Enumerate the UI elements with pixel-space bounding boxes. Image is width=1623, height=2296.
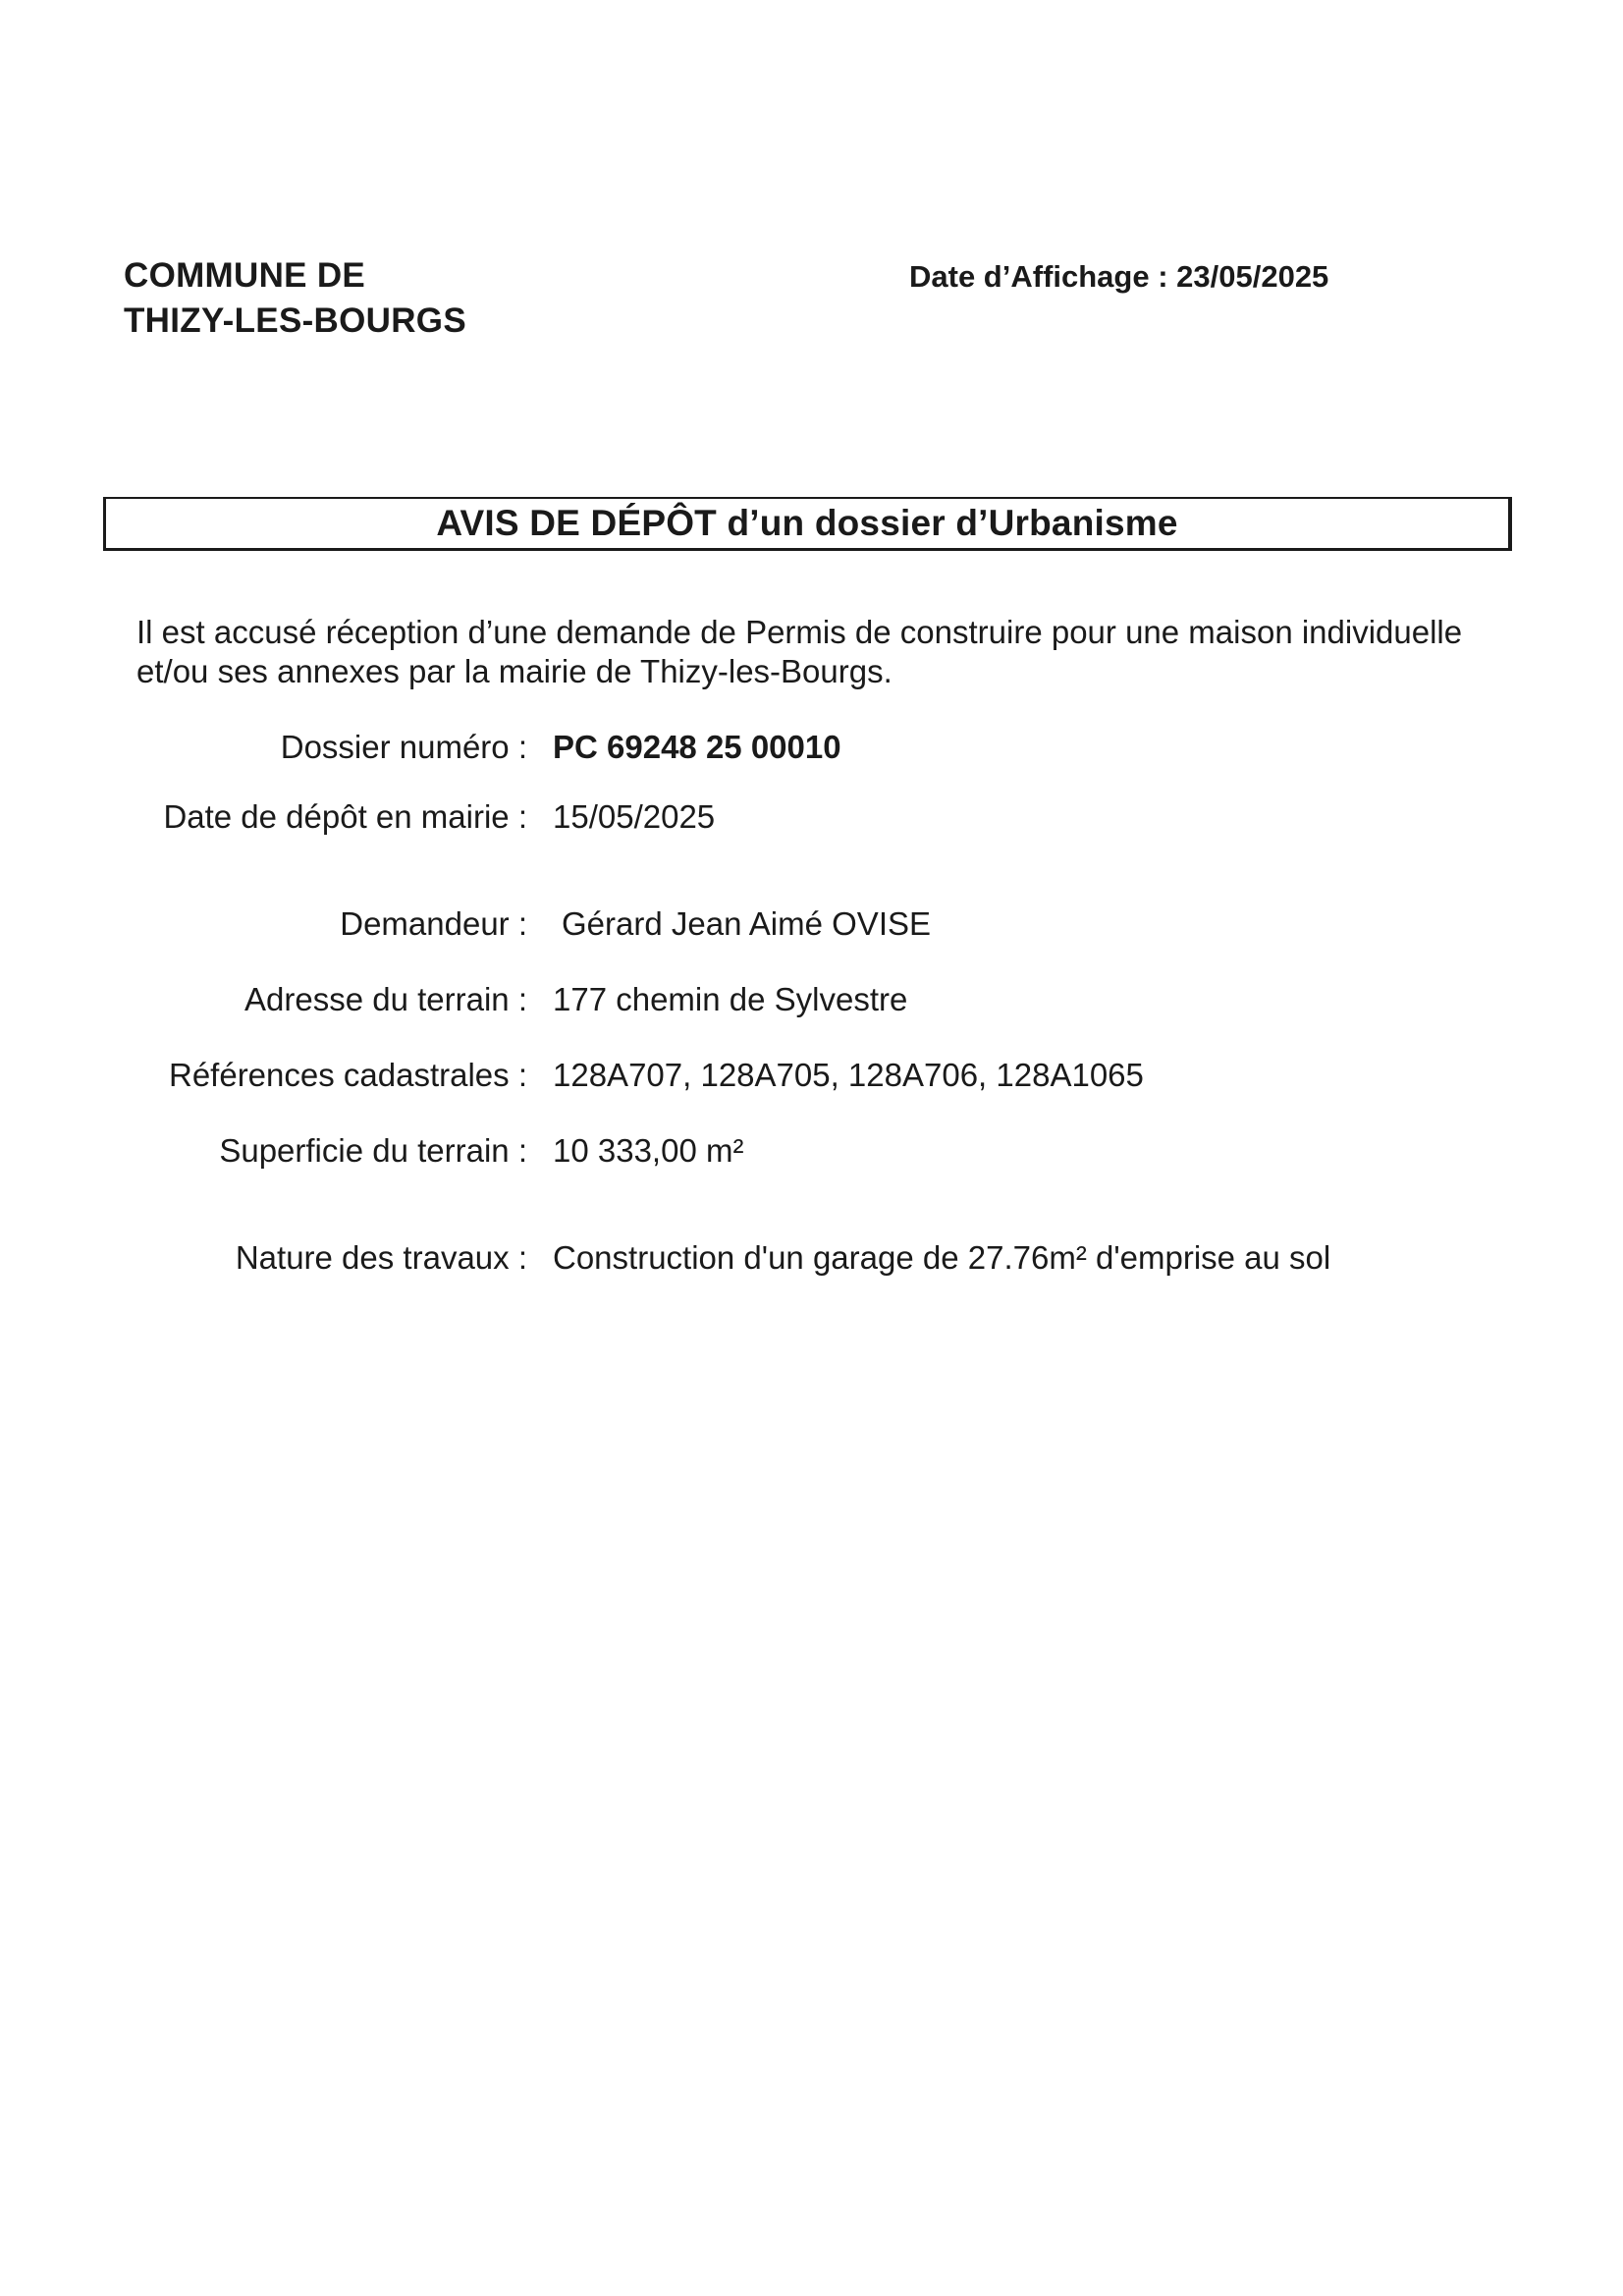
- field-label: Superficie du terrain :: [219, 1132, 527, 1169]
- field-label: Demandeur :: [340, 905, 527, 942]
- field-dossier: [0, 726, 1623, 769]
- field-superficie: [0, 1129, 1623, 1173]
- field-value: 177 chemin de Sylvestre: [553, 981, 908, 1017]
- field-value: 15/05/2025: [553, 798, 716, 835]
- field-label: Nature des travaux :: [235, 1239, 527, 1276]
- field-label: Adresse du terrain :: [244, 981, 527, 1017]
- field-value: 10 333,00 m²: [553, 1132, 744, 1169]
- field-value: PC 69248 25 00010: [553, 729, 841, 765]
- field-demandeur: [0, 902, 1623, 946]
- commune-line-2: THIZY-LES-BOURGS: [124, 301, 466, 340]
- posting-date: Date d’Affichage : 23/05/2025: [909, 259, 1329, 294]
- field-adresse: [0, 978, 1623, 1021]
- field-references: [0, 1054, 1623, 1097]
- intro-paragraph: [136, 613, 1511, 691]
- field-nature: [0, 1236, 1623, 1280]
- field-value: 128A707, 128A705, 128A706, 128A1065: [553, 1057, 1144, 1093]
- field-value: Construction d'un garage de 27.76m² d'emprise au sol: [553, 1239, 1331, 1276]
- intro-line-2: et/ou ses annexes par la mairie de Thizy-les-Bourgs.: [136, 653, 893, 689]
- field-label: Date de dépôt en mairie :: [163, 798, 527, 835]
- field-value: Gérard Jean Aimé OVISE: [562, 905, 932, 942]
- notice-title-box: [103, 497, 1512, 551]
- commune-name: [124, 253, 466, 344]
- field-label: Références cadastrales :: [168, 1057, 527, 1093]
- field-label: Dossier numéro :: [280, 729, 527, 765]
- commune-line-1: COMMUNE DE: [124, 256, 366, 295]
- field-date-depot: [0, 795, 1623, 839]
- intro-line-1: Il est accusé réception d’une demande de Permis de construire pour une maison individuelle: [136, 614, 1463, 650]
- notice-title: AVIS DE DÉPÔT d’un dossier d’Urbanisme: [436, 503, 1178, 543]
